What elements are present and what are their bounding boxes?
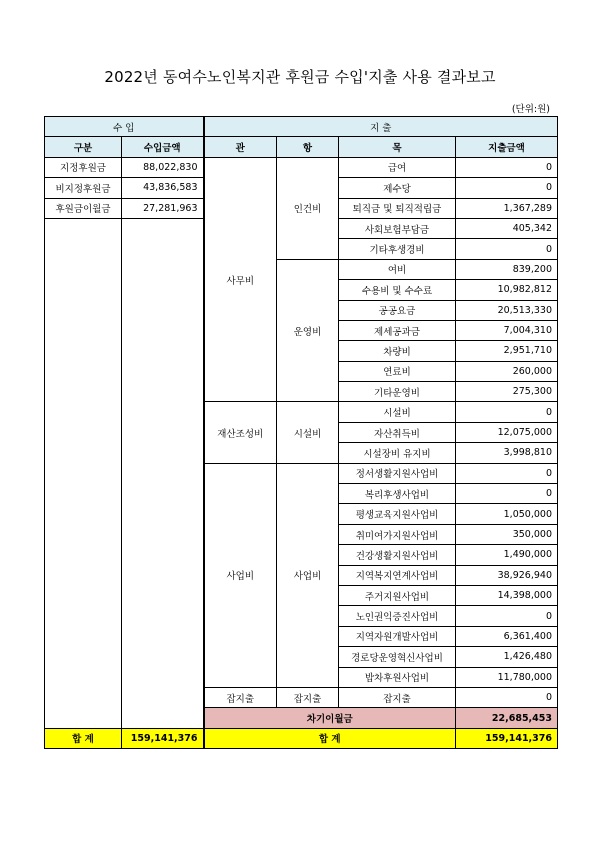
hang-cell-unyeongbi: 운영비 — [277, 259, 339, 402]
table-header-row-1 — [45, 117, 558, 137]
expense-header: 지 출 — [204, 117, 558, 137]
expense-amount-cell: 2,951,710 — [456, 341, 558, 361]
mok-cell: 경로당운영혁신사업비 — [339, 647, 456, 667]
income-category-cell: 지정후원금 — [45, 157, 122, 177]
expense-amount-cell: 260,000 — [456, 361, 558, 381]
income-amount-cell: 27,281,963 — [122, 198, 204, 218]
income-expense-table — [44, 116, 558, 749]
mok-cell: 공공요금 — [339, 300, 456, 320]
mok-cell: 지역복지연계사업비 — [339, 565, 456, 585]
expense-amount-cell: 3,998,810 — [456, 443, 558, 463]
expense-total-label: 합 계 — [204, 728, 456, 748]
expense-amount-cell: 350,000 — [456, 524, 558, 544]
mok-cell: 주거지원사업비 — [339, 585, 456, 605]
total-row — [45, 728, 558, 748]
col-hang-header: 항 — [277, 137, 339, 157]
expense-amount-cell: 0 — [456, 239, 558, 259]
mok-cell: 밥차후원사업비 — [339, 667, 456, 687]
mok-cell: 자산취득비 — [339, 422, 456, 442]
mok-cell: 시설장비 유지비 — [339, 443, 456, 463]
col-category-header: 구분 — [45, 137, 122, 157]
expense-amount-cell: 14,398,000 — [456, 585, 558, 605]
mok-cell: 정서생활지원사업비 — [339, 463, 456, 483]
mok-cell: 차량비 — [339, 341, 456, 361]
gwan-cell-saeopbi: 사업비 — [204, 463, 277, 687]
hang-cell-saeopbi: 사업비 — [277, 463, 339, 687]
income-header: 수 입 — [45, 117, 204, 137]
mok-cell: 평생교육지원사업비 — [339, 504, 456, 524]
expense-amount-cell: 0 — [456, 463, 558, 483]
expense-amount-cell: 839,200 — [456, 259, 558, 279]
expense-amount-cell: 0 — [456, 157, 558, 177]
mok-cell: 수용비 및 수수료 — [339, 280, 456, 300]
col-mok-header: 목 — [339, 137, 456, 157]
mok-cell: 사회보험부담금 — [339, 218, 456, 238]
expense-amount-cell: 0 — [456, 606, 558, 626]
gwan-cell-japjichul: 잡지출 — [204, 687, 277, 707]
mok-cell: 급여 — [339, 157, 456, 177]
expense-amount-cell: 38,926,940 — [456, 565, 558, 585]
mok-cell: 연료비 — [339, 361, 456, 381]
gwan-cell-samubi: 사무비 — [204, 157, 277, 402]
hang-cell-japjichul: 잡지출 — [277, 687, 339, 707]
income-blank-cell — [45, 218, 122, 728]
expense-amount-cell: 1,367,289 — [456, 198, 558, 218]
expense-amount-cell: 0 — [456, 687, 558, 707]
col-income-amount-header: 수입금액 — [122, 137, 204, 157]
expense-amount-cell: 0 — [456, 402, 558, 422]
income-amount-cell: 43,836,583 — [122, 178, 204, 198]
table-row — [45, 157, 558, 177]
expense-amount-cell: 12,075,000 — [456, 422, 558, 442]
expense-amount-cell: 7,004,310 — [456, 320, 558, 340]
hang-cell-ingeonbi: 인건비 — [277, 157, 339, 259]
income-total-label: 합 계 — [45, 728, 122, 748]
income-total-amount: 159,141,376 — [122, 728, 204, 748]
expense-amount-cell: 11,780,000 — [456, 667, 558, 687]
col-expense-amount-header: 지출금액 — [456, 137, 558, 157]
mok-cell: 여비 — [339, 259, 456, 279]
income-blank-amount-cell — [122, 218, 204, 728]
unit-label: (단위:원) — [511, 104, 550, 115]
mok-cell: 제세공과금 — [339, 320, 456, 340]
mok-cell: 노인권익증진사업비 — [339, 606, 456, 626]
mok-cell: 지역자원개발사업비 — [339, 626, 456, 646]
expense-amount-cell: 1,050,000 — [456, 504, 558, 524]
expense-total-amount: 159,141,376 — [456, 728, 558, 748]
mok-cell: 취미여가지원사업비 — [339, 524, 456, 544]
report-title: 2022년 동여수노인복지관 후원금 수입'지출 사용 결과보고 — [104, 68, 496, 86]
expense-amount-cell: 20,513,330 — [456, 300, 558, 320]
expense-amount-cell: 10,982,812 — [456, 280, 558, 300]
income-amount-cell: 88,022,830 — [122, 157, 204, 177]
mok-cell: 제수당 — [339, 178, 456, 198]
table-header-row-2 — [45, 137, 558, 157]
gwan-cell-jaesan: 재산조성비 — [204, 402, 277, 463]
mok-cell: 기타후생경비 — [339, 239, 456, 259]
expense-amount-cell: 275,300 — [456, 382, 558, 402]
mok-cell: 시설비 — [339, 402, 456, 422]
expense-amount-cell: 1,490,000 — [456, 545, 558, 565]
carryover-amount: 22,685,453 — [456, 708, 558, 728]
expense-amount-cell: 6,361,400 — [456, 626, 558, 646]
income-category-cell: 비지정후원금 — [45, 178, 122, 198]
expense-amount-cell: 0 — [456, 178, 558, 198]
mok-cell: 건강생활지원사업비 — [339, 545, 456, 565]
expense-amount-cell: 1,426,480 — [456, 647, 558, 667]
income-category-cell: 후원금이월금 — [45, 198, 122, 218]
mok-cell: 잡지출 — [339, 687, 456, 707]
carryover-label: 차기이월금 — [204, 708, 456, 728]
expense-amount-cell: 0 — [456, 484, 558, 504]
mok-cell: 퇴직금 및 퇴직적립금 — [339, 198, 456, 218]
hang-cell-siseolbi: 시설비 — [277, 402, 339, 463]
mok-cell: 기타운영비 — [339, 382, 456, 402]
mok-cell: 복리후생사업비 — [339, 484, 456, 504]
col-gwan-header: 관 — [204, 137, 277, 157]
expense-amount-cell: 405,342 — [456, 218, 558, 238]
